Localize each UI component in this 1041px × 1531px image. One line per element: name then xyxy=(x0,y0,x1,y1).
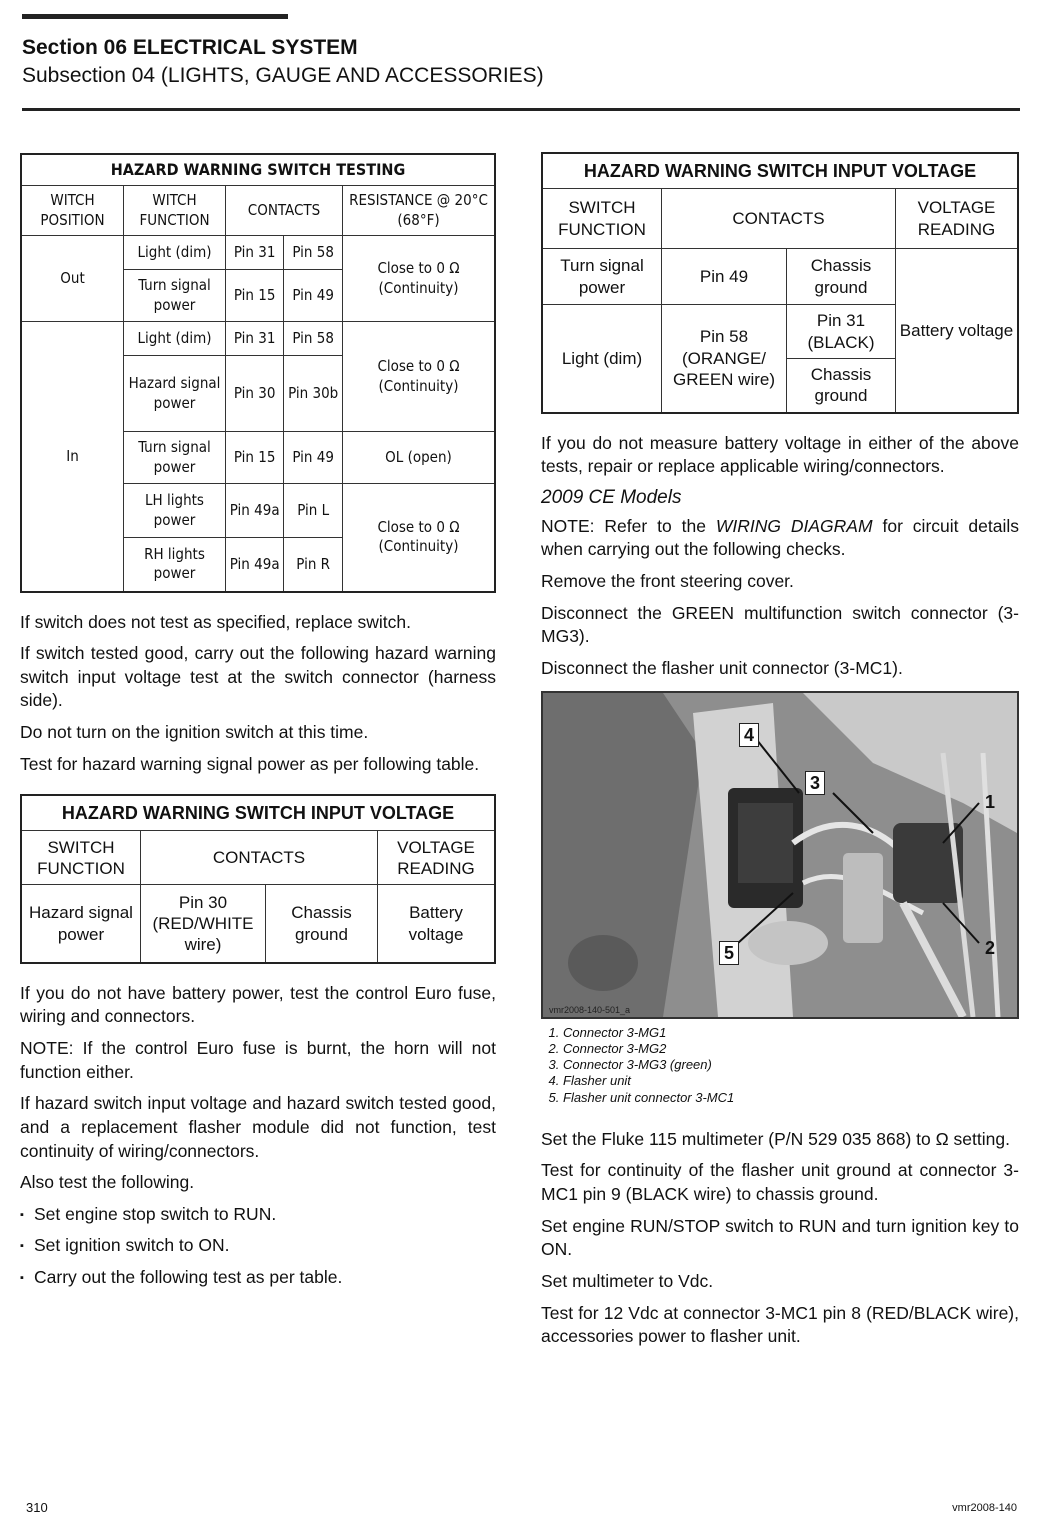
header-function: SWITCH FUNCTION xyxy=(21,831,141,885)
contact-cell: Pin 30 xyxy=(226,356,284,432)
callout-2: 2 xyxy=(985,937,996,958)
resistance-cell: Close to 0 Ω (Continuity) xyxy=(343,484,496,592)
subheading: 2009 CE Models xyxy=(541,486,682,508)
paragraph: Set engine RUN/STOP switch to RUN and turn ignition key to ON. xyxy=(541,1215,1019,1260)
header-contacts: CONTACTS xyxy=(662,189,896,249)
contact-cell: Pin 30 (RED/WHITE wire) xyxy=(141,885,266,963)
note-text: for circuit details when carrying out the following checks. xyxy=(541,515,1019,560)
photo-captions xyxy=(541,1025,1019,1106)
function-cell: Turn signal power xyxy=(124,432,226,484)
paragraph: Set multimeter to Vdc. xyxy=(541,1270,714,1291)
paragraph: Remove the front steering cover. xyxy=(541,571,794,591)
list-item: ▪ Set engine stop switch to RUN. xyxy=(20,1203,496,1227)
paragraph: Also test the following. xyxy=(20,1172,195,1193)
contact-cell: Pin L xyxy=(284,484,343,538)
position-out: Out xyxy=(21,236,124,322)
function-cell: Light (dim) xyxy=(542,305,662,413)
right-column xyxy=(541,152,1019,1357)
section-title: Section 06 ELECTRICAL SYSTEM xyxy=(22,36,358,59)
subsection-title: Subsection 04 (LIGHTS, GAUGE AND ACCESSORIES) xyxy=(22,64,544,87)
callout-1: 1 xyxy=(985,791,996,812)
hazard-input-voltage-table xyxy=(20,794,496,964)
note xyxy=(20,1037,496,1084)
header-voltage: VOLTAGE READING xyxy=(378,831,496,885)
note-text: Refer to the xyxy=(594,515,716,536)
voltage-cell: Battery voltage xyxy=(378,885,496,963)
list-item: 1. Connector 3-MG1 xyxy=(563,1025,1019,1041)
hazard-switch-testing-table xyxy=(20,153,496,593)
contact-cell: Pin 31 xyxy=(226,322,284,356)
paragraph: Disconnect the GREEN multifunction switch connector (3-MG3). xyxy=(541,602,1019,647)
contact-cell: Pin 31 xyxy=(226,236,284,270)
voltage-cell: Battery voltage xyxy=(896,249,1019,413)
resistance-cell: Close to 0 Ω (Continuity) xyxy=(343,322,496,432)
list-item: 3. Connector 3-MG3 (green) xyxy=(563,1057,1019,1073)
contact-cell: Pin 31 (BLACK) xyxy=(787,305,896,359)
paragraph: If you do not have battery power, test the control Euro fuse, wiring and connectors. xyxy=(20,982,496,1027)
table-title: HAZARD WARNING SWITCH TESTING xyxy=(21,154,495,186)
function-cell: Hazard signal power xyxy=(124,356,226,432)
paragraph: If hazard switch input voltage and hazard switch tested good, and a replacement flasher module did not function, test continuity of wiring/connectors. xyxy=(20,1093,496,1161)
list-item: 5. Flasher unit connector 3-MC1 xyxy=(563,1090,1019,1106)
table-title: HAZARD WARNING SWITCH INPUT VOLTAGE xyxy=(542,153,1018,189)
contact-cell: Pin 49 xyxy=(284,270,343,322)
table-title: HAZARD WARNING SWITCH INPUT VOLTAGE xyxy=(21,795,495,831)
note-label: NOTE: xyxy=(541,515,595,536)
contact-cell: Pin 58 xyxy=(284,322,343,356)
function-cell: LH lights power xyxy=(124,484,226,538)
contact-cell: Pin 49 xyxy=(662,249,787,305)
header-voltage: VOLTAGE READING xyxy=(896,189,1019,249)
wiring-diagram-ref: WIRING DIAGRAM xyxy=(715,515,873,536)
hazard-input-voltage-table-2 xyxy=(541,152,1019,414)
contact-cell: Pin 49a xyxy=(226,538,284,592)
header-function: SWITCH FUNCTION xyxy=(542,189,662,249)
header-resistance: RESISTANCE @ 20°C (68°F) xyxy=(343,186,496,236)
paragraph: Test for continuity of the flasher unit ground at connector 3-MC1 pin 9 (BLACK wire) to chassis ground. xyxy=(541,1160,1019,1204)
note-text: If the control Euro fuse is burnt, the horn will not function either. xyxy=(20,1038,496,1082)
function-cell: RH lights power xyxy=(124,538,226,592)
resistance-cell: Close to 0 Ω (Continuity) xyxy=(343,236,496,322)
paragraph: Test for 12 Vdc at connector 3-MC1 pin 8 (RED/BLACK wire), accessories power to flasher unit. xyxy=(541,1302,1019,1347)
contact-cell: Pin 30b xyxy=(284,356,343,432)
list-item: ▪ Carry out the following test as per table. xyxy=(20,1266,496,1290)
paragraph: Set the Fluke 115 multimeter (P/N 529 035 868) to Ω setting. xyxy=(541,1128,1010,1149)
contact-cell: Pin R xyxy=(284,538,343,592)
list-item: 4. Flasher unit xyxy=(563,1073,1019,1089)
contact-cell: Chassis ground xyxy=(787,249,896,305)
paragraph: Test for hazard warning signal power as per following table. xyxy=(20,753,480,774)
contact-cell: Pin 49a xyxy=(226,484,284,538)
function-cell: Turn signal power xyxy=(542,249,662,305)
list-item: 2. Connector 3-MG2 xyxy=(563,1041,1019,1057)
header-function: WITCH FUNCTION xyxy=(124,186,226,236)
left-column xyxy=(20,153,496,1298)
paragraph: Disconnect the flasher unit connector (3-MC1). xyxy=(541,657,903,678)
callout-5: 5 xyxy=(719,941,739,965)
photo-id: vmr2008-140-501_a xyxy=(549,1004,631,1015)
function-cell: Light (dim) xyxy=(124,322,226,356)
bullet-list xyxy=(20,1203,496,1290)
header-position: WITCH POSITION xyxy=(21,186,124,236)
paragraph: If switch does not test as specified, replace switch. xyxy=(20,611,412,632)
function-cell: Hazard signal power xyxy=(21,885,141,963)
resistance-cell: OL (open) xyxy=(343,432,496,484)
list-item: ▪ Set ignition switch to ON. xyxy=(20,1234,496,1258)
function-cell: Light (dim) xyxy=(124,236,226,270)
paragraph: If you do not measure battery voltage in either of the above tests, repair or replace applicable wiring/connectors. xyxy=(541,432,1019,477)
contact-cell: Pin 15 xyxy=(226,270,284,322)
contact-cell: Pin 58 (ORANGE/ GREEN wire) xyxy=(662,305,787,413)
function-cell: Turn signal power xyxy=(124,270,226,322)
contact-cell: Pin 58 xyxy=(284,236,343,270)
header-divider xyxy=(22,108,1020,111)
position-in: In xyxy=(21,322,124,592)
page-number: 310 xyxy=(26,1500,48,1515)
header-contacts: CONTACTS xyxy=(226,186,343,236)
document-id: vmr2008-140 xyxy=(952,1502,1017,1514)
contact-cell: Pin 49 xyxy=(284,432,343,484)
callout-4: 4 xyxy=(739,723,759,747)
note xyxy=(541,515,1019,562)
paragraph: Do not turn on the ignition switch at this time. xyxy=(20,722,369,742)
photo-illustration xyxy=(543,693,1017,1017)
connector-photo xyxy=(541,691,1019,1019)
contact-cell: Chassis ground xyxy=(266,885,378,963)
callout-3: 3 xyxy=(805,771,825,795)
contact-cell: Pin 15 xyxy=(226,432,284,484)
contact-cell: Chassis ground xyxy=(787,359,896,413)
header-contacts: CONTACTS xyxy=(141,831,378,885)
note-label: NOTE: xyxy=(20,1038,74,1058)
top-rule xyxy=(22,14,288,19)
paragraph: If switch tested good, carry out the following hazard warning switch input voltage test at the switch connector (harness side). xyxy=(20,643,496,711)
